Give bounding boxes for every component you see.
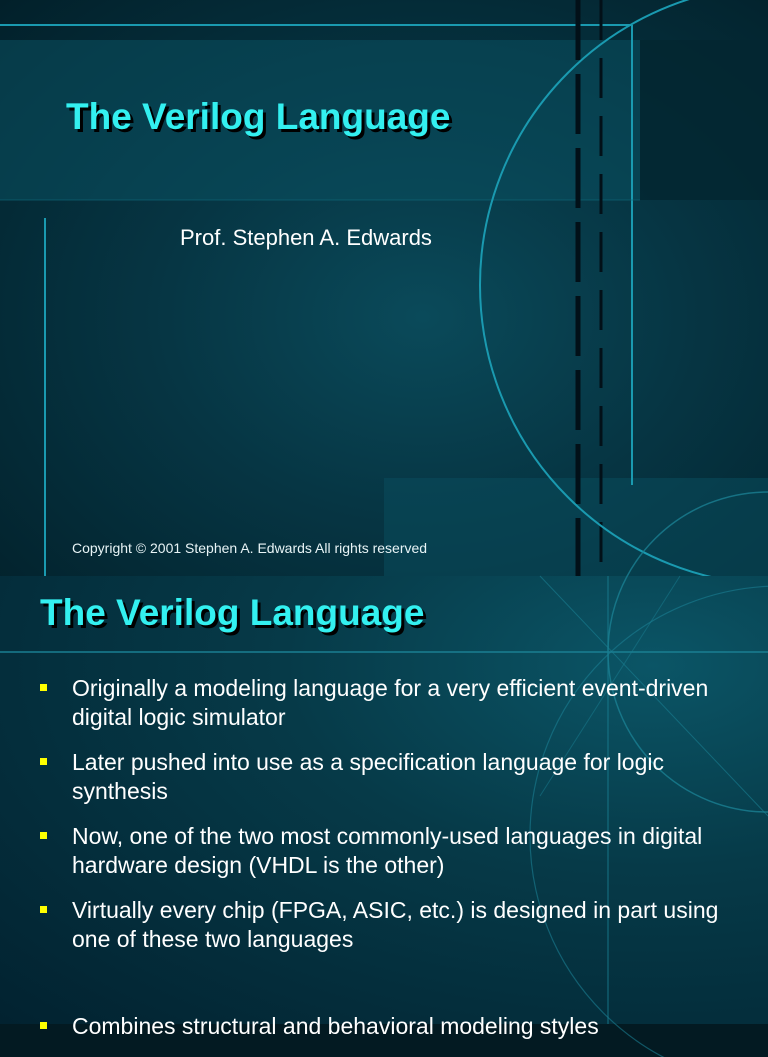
bullet-square-icon	[40, 758, 47, 765]
bullet-item	[40, 674, 740, 732]
bullet-item	[40, 1012, 740, 1041]
content-slide	[0, 576, 768, 1039]
bullet-item	[40, 748, 740, 806]
bullet-text: Now, one of the two most commonly-used languages in digital hardware design (VHDL is the other)	[72, 823, 703, 878]
bullet-item	[40, 822, 740, 880]
bullet-text: Virtually every chip (FPGA, ASIC, etc.) is designed in part using one of these two languages	[72, 897, 719, 952]
bullet-text: Later pushed into use as a specification language for logic synthesis	[72, 749, 665, 804]
bullet-square-icon	[40, 1022, 47, 1029]
slide-title: The Verilog Language	[66, 96, 451, 137]
slide-title: The Verilog Language	[40, 592, 425, 633]
bullet-square-icon	[40, 684, 47, 691]
author-name: Prof. Stephen A. Edwards	[180, 225, 432, 250]
bullet-list	[40, 674, 740, 1057]
bullet-square-icon	[40, 906, 47, 913]
bullet-item	[40, 896, 740, 954]
bullet-square-icon	[40, 832, 47, 839]
bullet-text: Originally a modeling language for a very efficient event-driven digital logic simulator	[72, 675, 709, 730]
copyright-notice: Copyright © 2001 Stephen A. Edwards All rights reserved	[72, 540, 428, 556]
bullet-text: Combines structural and behavioral modeling styles	[72, 1013, 599, 1039]
